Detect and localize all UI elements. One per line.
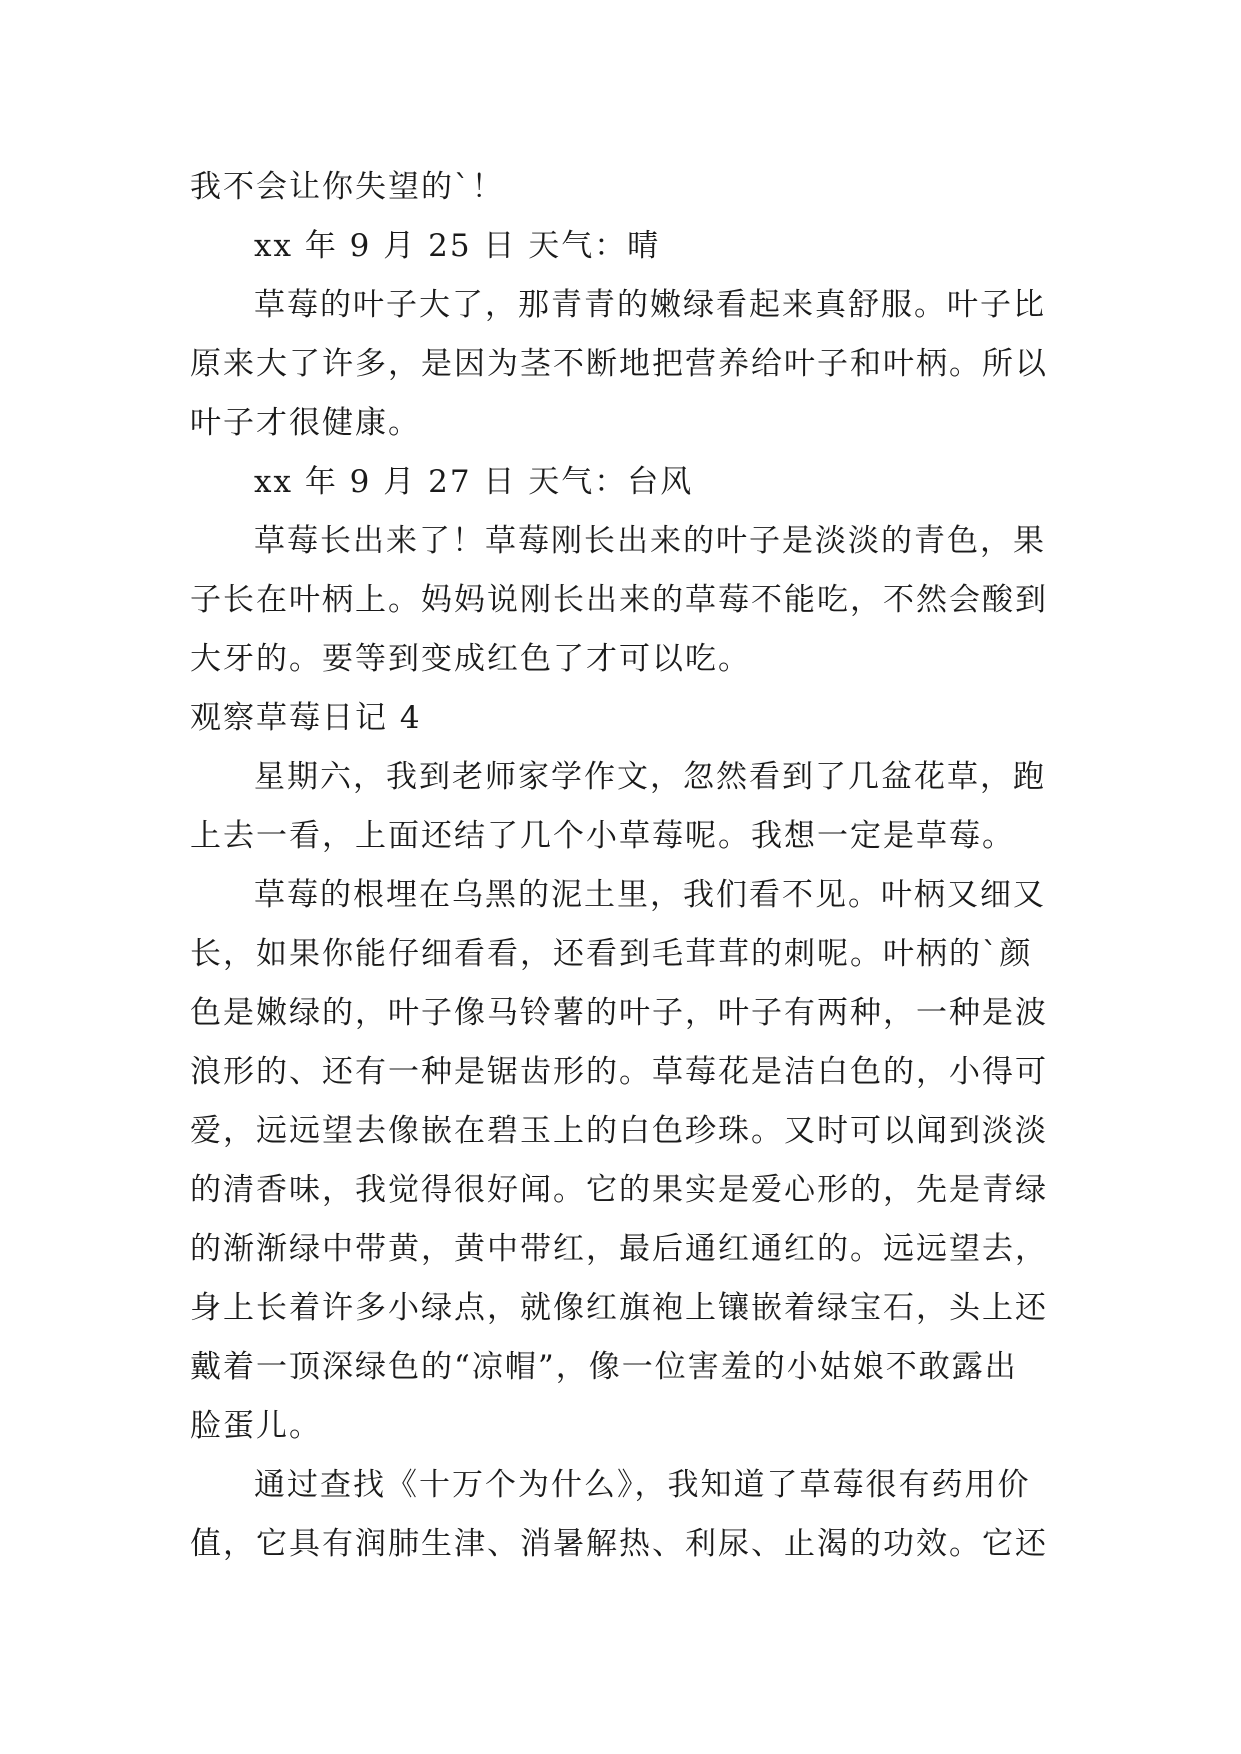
text-line: 的清香味，我觉得很好闻。它的果实是爱心形的，先是青绿 bbox=[190, 1172, 1048, 1208]
section-heading: 观察草莓日记 4 bbox=[190, 700, 422, 736]
diary-date-line: xx 年 9 月 27 日 天气：台风 bbox=[254, 464, 694, 500]
text-line: 长，如果你能仔细看看，还看到毛茸茸的刺呢。叶柄的`颜 bbox=[190, 936, 1033, 972]
text-line: 戴着一顶深绿色的“凉帽”，像一位害羞的小姑娘不敢露出 bbox=[190, 1349, 1018, 1385]
text-line: 子长在叶柄上。妈妈说刚长出来的草莓不能吃，不然会酸到 bbox=[190, 582, 1048, 618]
text-line: 浪形的、还有一种是锯齿形的。草莓花是洁白色的，小得可 bbox=[190, 1054, 1048, 1090]
document-body bbox=[190, 158, 1050, 1574]
text-line: 的渐渐绿中带黄，黄中带红，最后通红通红的。远远望去， bbox=[190, 1231, 1048, 1267]
text-line: 草莓的叶子大了，那青青的嫩绿看起来真舒服。叶子比 bbox=[254, 287, 1046, 323]
text-line: 星期六，我到老师家学作文，忽然看到了几盆花草，跑 bbox=[254, 759, 1046, 795]
text-line: 大牙的。要等到变成红色了才可以吃。 bbox=[190, 641, 751, 677]
text-line: 通过查找《十万个为什么》，我知道了草莓很有药用价 bbox=[254, 1467, 1031, 1503]
text-line: 身上长着许多小绿点，就像红旗袍上镶嵌着绿宝石，头上还 bbox=[190, 1290, 1048, 1326]
text-line: 我不会让你失望的`！ bbox=[190, 169, 505, 205]
text-line: 叶子才很健康。 bbox=[190, 405, 421, 441]
diary-date-line: xx 年 9 月 25 日 天气：晴 bbox=[254, 228, 661, 264]
text-line: 色是嫩绿的，叶子像马铃薯的叶子，叶子有两种，一种是波 bbox=[190, 995, 1048, 1031]
text-line: 上去一看，上面还结了几个小草莓呢。我想一定是草莓。 bbox=[190, 818, 1015, 854]
text-line: 草莓长出来了！草莓刚长出来的叶子是淡淡的青色，果 bbox=[254, 523, 1046, 559]
text-line: 爱，远远望去像嵌在碧玉上的白色珍珠。又时可以闻到淡淡 bbox=[190, 1113, 1048, 1149]
text-line: 草莓的根埋在乌黑的泥土里，我们看不见。叶柄又细又 bbox=[254, 877, 1046, 913]
text-line: 值，它具有润肺生津、消暑解热、利尿、止渴的功效。它还 bbox=[190, 1526, 1048, 1562]
text-line: 脸蛋儿。 bbox=[190, 1408, 322, 1444]
text-line: 原来大了许多，是因为茎不断地把营养给叶子和叶柄。所以 bbox=[190, 346, 1048, 382]
